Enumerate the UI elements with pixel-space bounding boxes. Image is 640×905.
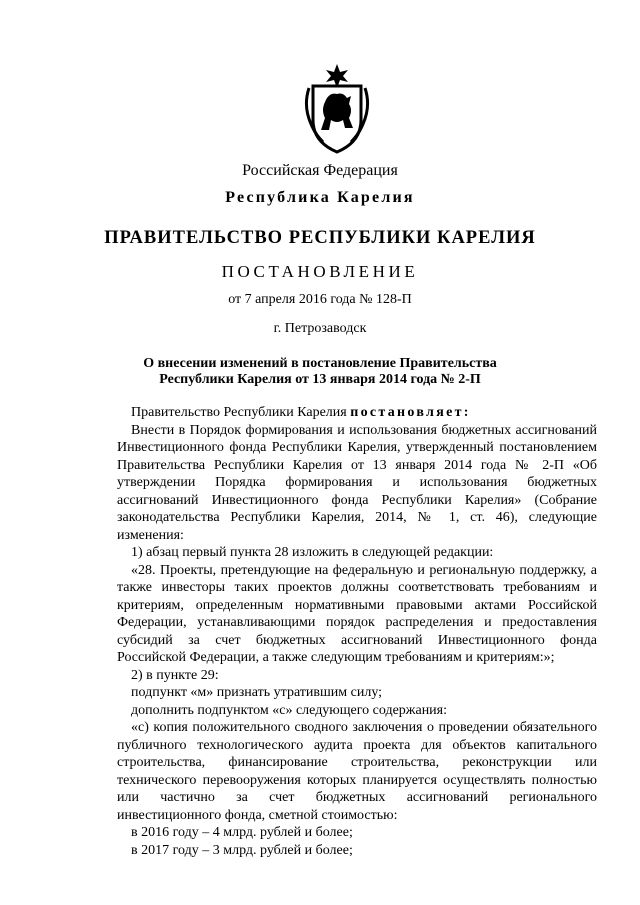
preamble-keyword: постановляет:	[350, 405, 471, 420]
document-body	[117, 404, 597, 859]
document-type: ПОСТАНОВЛЕНИЕ	[221, 262, 419, 281]
star-icon	[326, 64, 348, 88]
paragraph: 1) абзац первый пункта 28 изложить в следующей редакции:	[131, 545, 494, 560]
city: г. Петрозаводск	[273, 321, 367, 336]
paragraph: «с) копия положительного сводного заключения о проведении обязательного публичного технологического аудита проекта для объектов капитального строительства, финансирование строительства, реконструкции или технического перевооружения которых планируется осуществлять полностью или частично за счет бюджетных ассигнований регионального инвестиционного фонда, сметной стоимостью:	[117, 720, 597, 823]
paragraph: дополнить подпунктом «с» следующего содержания:	[131, 702, 448, 718]
karelia-coat-of-arms-icon	[299, 62, 375, 154]
subject-line-2: Республики Карелия от 13 января 2014 года № 2-П	[159, 372, 481, 387]
paragraph: в 2017 году – 3 млрд. рублей и более;	[131, 842, 353, 858]
republic-name: Республика Карелия	[225, 189, 415, 206]
paragraph: «28. Проекты, претендующие на федеральную и региональную поддержку, а также инвесторы таких проектов должны соответствовать требованиям и критериям, определенным нормативными правовыми актами Российской Федерации, устанавливающими порядок распределения и предоставления субсидий за счет бюджетных ассигнований Инвестиционного фонда Российской Федерации, а также следующим требованиям и критериям:»;	[117, 562, 597, 665]
paragraph: в 2016 году – 4 млрд. рублей и более;	[131, 825, 353, 840]
subject-line-1: О внесении изменений в постановление Правительства	[143, 356, 497, 371]
country-name: Российская Федерация	[242, 162, 398, 179]
paragraph: Внести в Порядок формирования и использования бюджетных ассигнований Инвестиционного фонда Республики Карелия, утвержденный постановлением Правительства Республики Карелия от 13 января 2014 года № 2-П «Об утверждении Порядка формирования и использования бюджетных ассигнований Инвестиционного фонда Республики Карелия» (Собрание законодательства Республики Карелия, 2014, № 1, ст. 46), следующие изменения:	[117, 422, 597, 543]
document-subject	[0, 356, 640, 388]
date-number: от 7 апреля 2016 года № 128-П	[228, 292, 412, 307]
paragraph: 2) в пункте 29:	[131, 667, 219, 683]
preamble	[117, 404, 597, 422]
government-title: ПРАВИТЕЛЬСТВО РЕСПУБЛИКИ КАРЕЛИЯ	[104, 228, 536, 248]
preamble-text: Правительство Республики Карелия	[131, 405, 351, 420]
paragraph: подпункт «м» признать утратившим силу;	[131, 685, 383, 700]
